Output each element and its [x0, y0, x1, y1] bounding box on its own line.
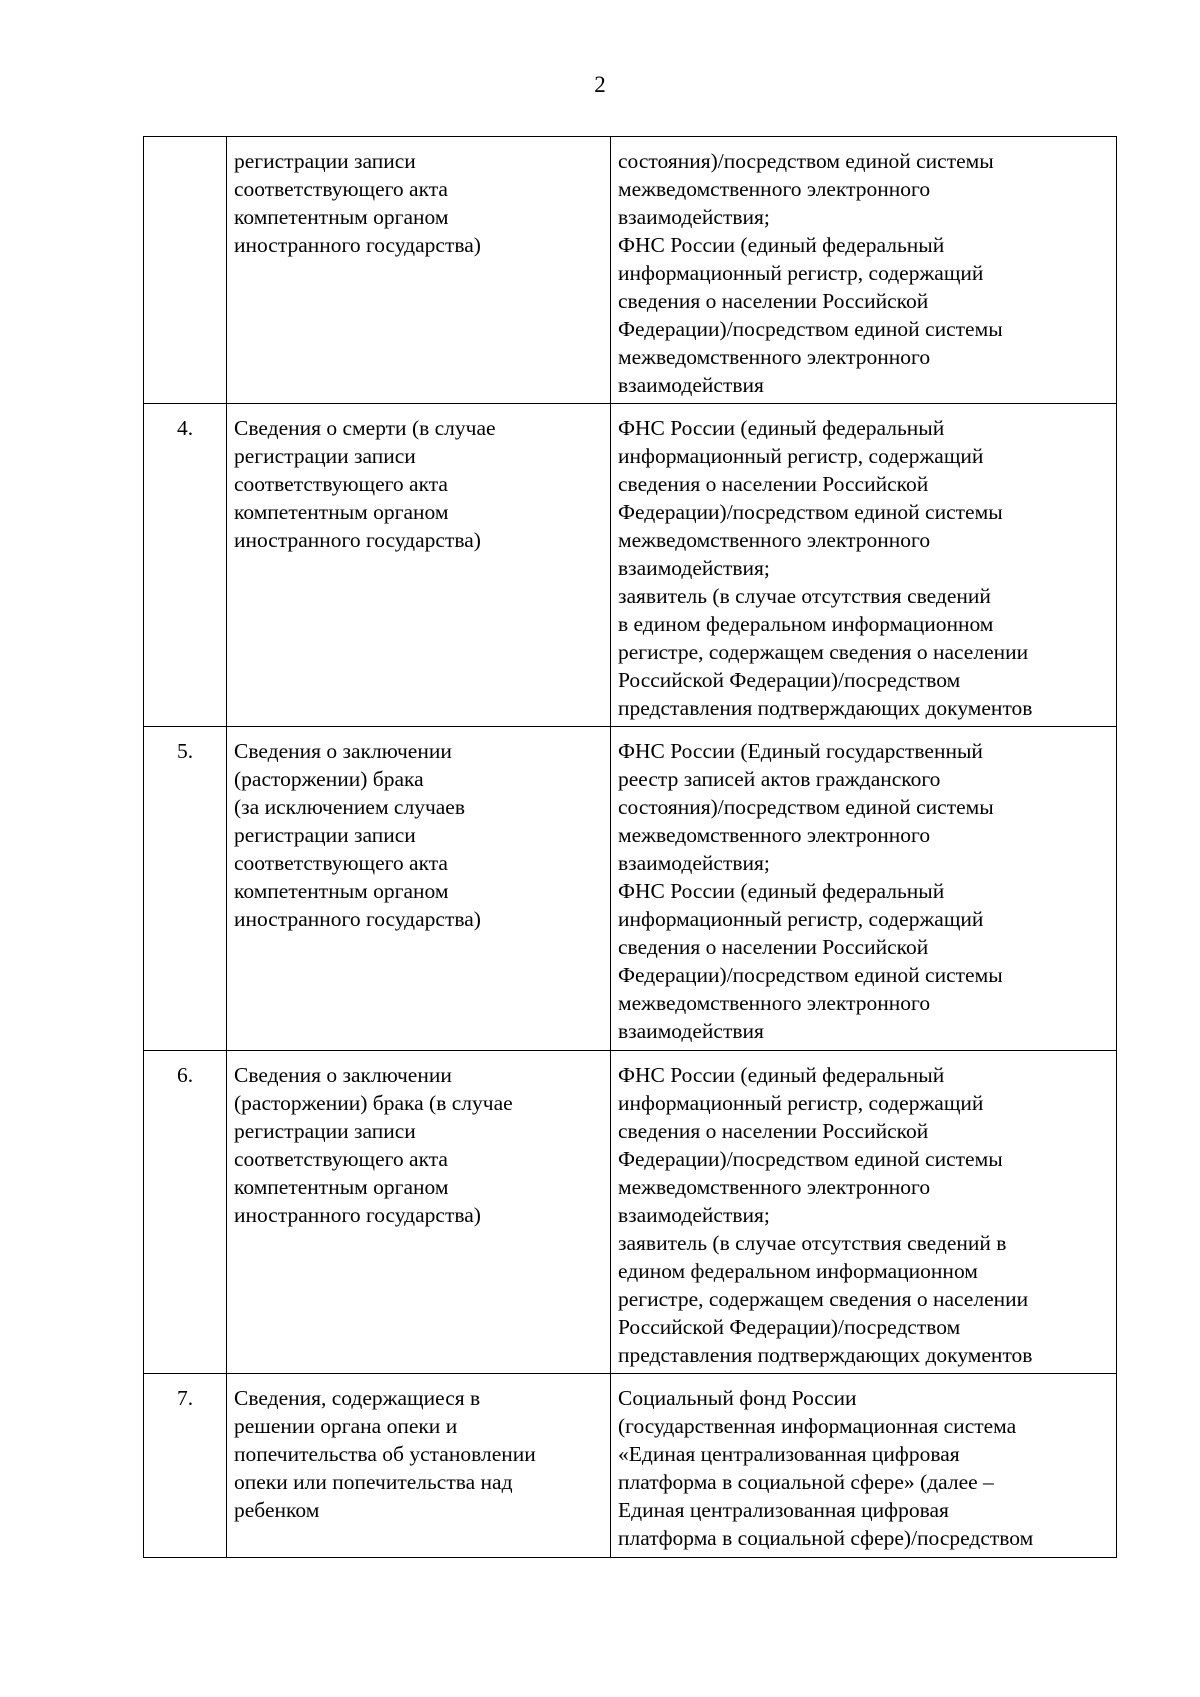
info-cell: регистрации записи соответствующего акта компетентным органом иностранного государства) — [227, 137, 611, 404]
source-cell: ФНС России (Единый государственный реестр записей актов гражданского состояния)/посредством единой системы межведомственного электронного взаимодействия; ФНС России (единый федеральный информационный регистр, содержащий сведения о населении Российской Федерации)/посредством единой системы межведомственного электронного взаимодействия — [611, 727, 1117, 1051]
source-cell: состояния)/посредством единой системы межведомственного электронного взаимодействия; ФНС России (единый федеральный информационный регистр, содержащий сведения о населении Российской Федерации)/посредством единой системы межведомственного электронного взаимодействия — [611, 137, 1117, 404]
records-table — [143, 136, 1117, 1558]
page-number: 2 — [594, 72, 606, 97]
table-row — [144, 727, 1117, 1051]
source-cell: Социальный фонд России (государственная информационная система «Единая централизованная цифровая платформа в социальной сфере» (далее – Единая централизованная цифровая платформа в социальной сфере)/посредством — [611, 1374, 1117, 1558]
info-cell: Сведения о заключении (расторжении) брака (за исключением случаев регистрации записи соответствующего акта компетентным органом иностранного государства) — [227, 727, 611, 1051]
info-cell: Сведения, содержащиеся в решении органа опеки и попечительства об установлении опеки или попечительства над ребенком — [227, 1374, 611, 1558]
table-row — [144, 137, 1117, 404]
row-number — [144, 137, 227, 404]
row-number: 7. — [144, 1374, 227, 1558]
table-row — [144, 404, 1117, 727]
table-row — [144, 1051, 1117, 1374]
source-cell: ФНС России (единый федеральный информационный регистр, содержащий сведения о населении Российской Федерации)/посредством единой системы межведомственного электронного взаимодействия; заявитель (в случае отсутствия сведений в едином федеральном информационном регистре, содержащем сведения о населении Российской Федерации)/посредством представления подтверждающих документов — [611, 404, 1117, 727]
row-number: 6. — [144, 1051, 227, 1374]
table-row — [144, 1374, 1117, 1558]
source-cell: ФНС России (единый федеральный информационный регистр, содержащий сведения о населении Российской Федерации)/посредством единой системы межведомственного электронного взаимодействия; заявитель (в случае отсутствия сведений в едином федеральном информационном регистре, содержащем сведения о населении Российской Федерации)/посредством представления подтверждающих документов — [611, 1051, 1117, 1374]
row-number: 5. — [144, 727, 227, 1051]
info-cell: Сведения о смерти (в случае регистрации записи соответствующего акта компетентным органом иностранного государства) — [227, 404, 611, 727]
row-number: 4. — [144, 404, 227, 727]
info-cell: Сведения о заключении (расторжении) брака (в случае регистрации записи соответствующего акта компетентным органом иностранного государства) — [227, 1051, 611, 1374]
